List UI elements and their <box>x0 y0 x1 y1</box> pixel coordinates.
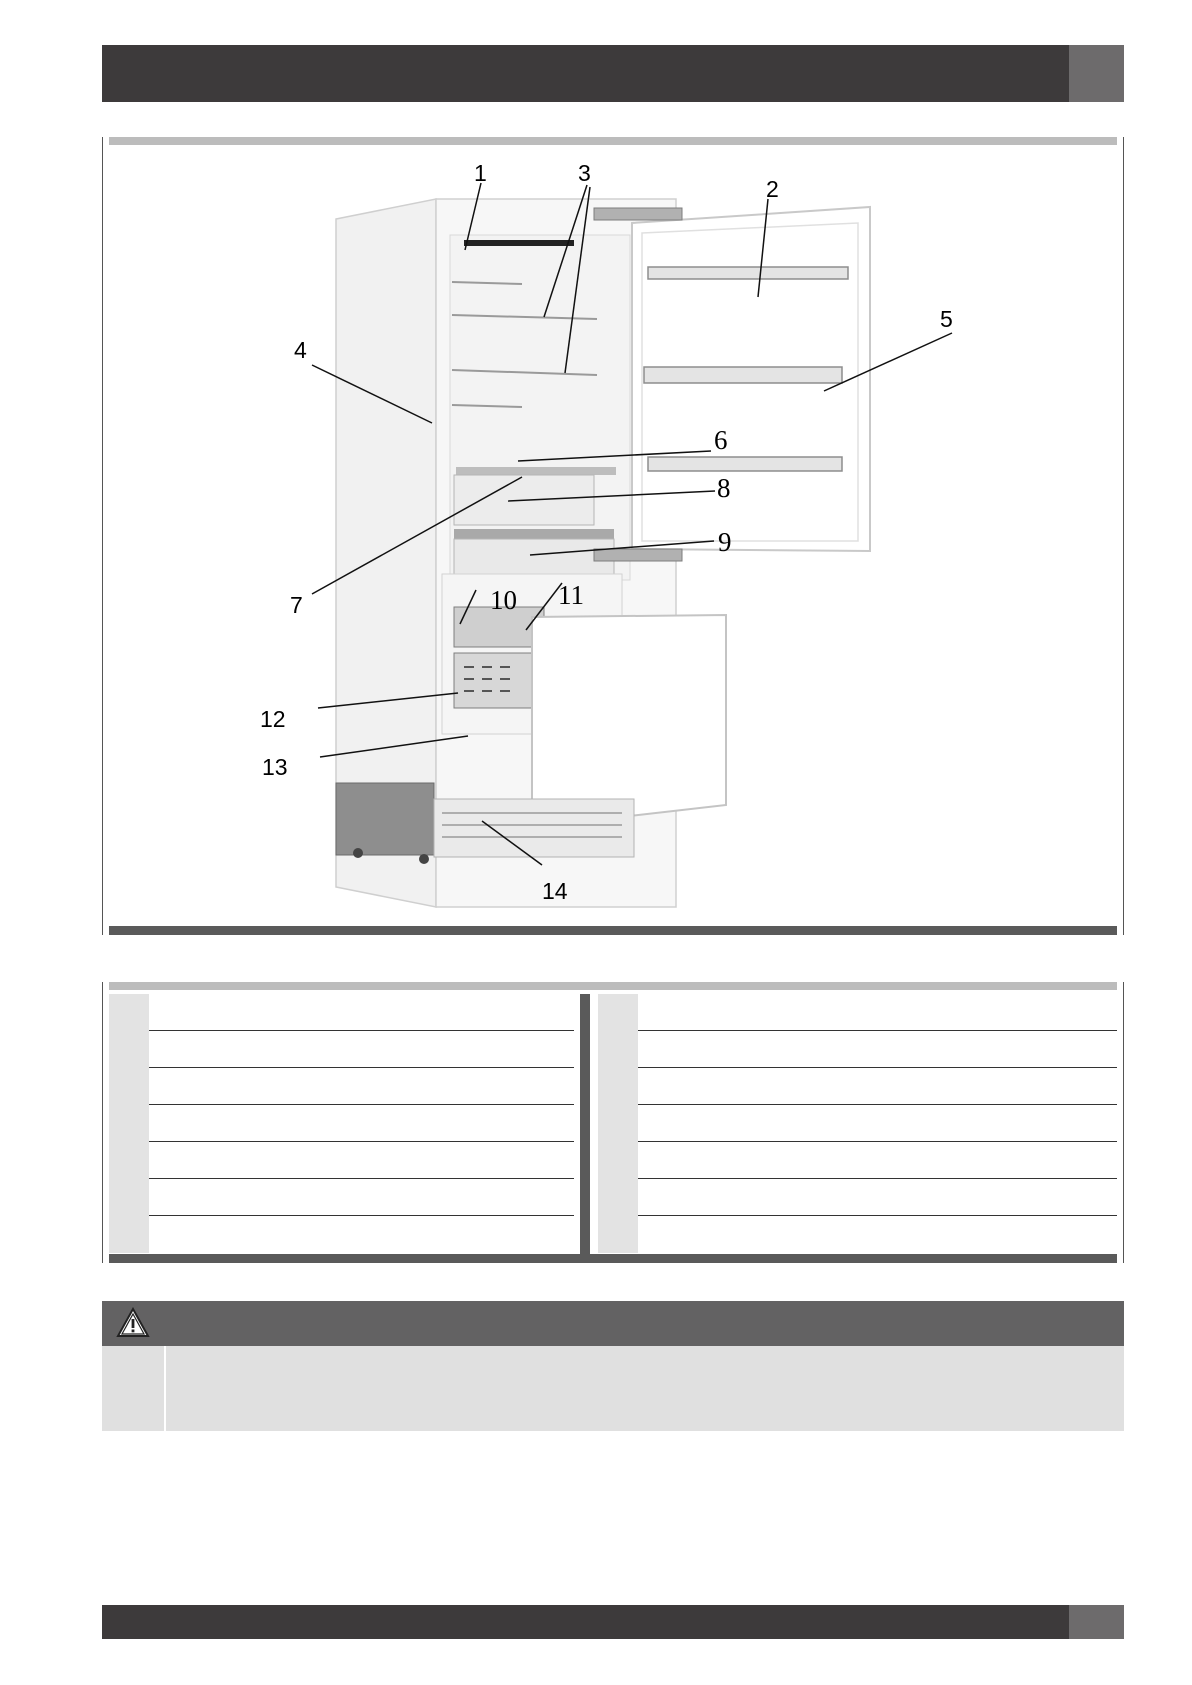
legend-label <box>149 994 574 1031</box>
legend-row <box>598 1031 1117 1068</box>
footer-page-tab <box>1069 1605 1124 1639</box>
legend-row <box>598 1142 1117 1179</box>
legend-row <box>598 1179 1117 1216</box>
legend-number <box>109 1179 149 1216</box>
legend-number <box>598 1179 638 1216</box>
legend-row <box>598 994 1117 1031</box>
legend-bottom-rule <box>109 1254 1117 1263</box>
callout-5: 5 <box>940 306 953 332</box>
header-page-tab <box>1069 45 1124 102</box>
legend-number <box>598 1105 638 1142</box>
legend-column-divider <box>580 994 590 1254</box>
wheel-right <box>419 854 429 864</box>
legend-number <box>598 1068 638 1105</box>
legend-number <box>109 1105 149 1142</box>
callout-3: 3 <box>578 160 591 186</box>
legend-left-column <box>109 994 574 1254</box>
legend-label <box>149 1031 574 1068</box>
legend-right-column <box>598 994 1117 1254</box>
divider-shelf <box>456 467 616 475</box>
legend-panel <box>102 982 1124 1263</box>
middle-hinge <box>594 549 682 561</box>
callout-8: 8 <box>717 473 731 503</box>
legend-number <box>109 1142 149 1179</box>
legend-label <box>638 1068 1117 1105</box>
legend-label <box>638 994 1117 1031</box>
figure-panel <box>102 137 1124 935</box>
legend-label <box>638 1179 1117 1216</box>
callout-4: 4 <box>294 337 307 363</box>
callout-2: 2 <box>766 176 779 202</box>
warning-header <box>102 1301 1124 1346</box>
legend-row <box>598 1216 1117 1253</box>
fridge-illustration <box>102 137 1124 935</box>
callout-10: 10 <box>490 585 517 615</box>
panel-border-right <box>1123 982 1124 1263</box>
warning-box <box>102 1301 1124 1431</box>
legend-label <box>149 1068 574 1105</box>
panel-border-left <box>102 982 103 1263</box>
legend-row <box>598 1105 1117 1142</box>
legend-row <box>598 1068 1117 1105</box>
callout-9: 9 <box>718 527 732 557</box>
legend-number <box>598 1031 638 1068</box>
legend-row <box>109 1179 574 1216</box>
legend-row <box>109 1068 574 1105</box>
legend-label <box>638 1105 1117 1142</box>
light-strip <box>464 240 574 246</box>
legend-row <box>109 1142 574 1179</box>
footer-bar <box>102 1605 1124 1639</box>
callout-7: 7 <box>290 592 303 618</box>
legend-row <box>109 1031 574 1068</box>
legend-label <box>149 1142 574 1179</box>
header-bar <box>102 45 1124 102</box>
legend-label <box>638 1216 1117 1252</box>
fridge-interior <box>450 235 630 580</box>
callout-12: 12 <box>260 706 286 732</box>
ventilation-grille <box>434 799 634 857</box>
warning-body <box>102 1346 1124 1431</box>
legend-label <box>638 1031 1117 1068</box>
legend-number <box>109 1216 149 1253</box>
freezer-drawer-front <box>532 615 726 827</box>
legend-row <box>109 1216 574 1253</box>
legend-row <box>109 994 574 1031</box>
callout-11: 11 <box>558 580 584 610</box>
legend-label <box>149 1105 574 1142</box>
drawer-shelf <box>454 529 614 539</box>
legend-number <box>109 1031 149 1068</box>
legend-number <box>109 994 149 1031</box>
callout-1: 1 <box>474 160 487 186</box>
legend-row <box>109 1105 574 1142</box>
callout-14: 14 <box>542 878 568 904</box>
legend-number <box>109 1068 149 1105</box>
warning-gutter <box>164 1346 166 1431</box>
legend-number <box>598 994 638 1031</box>
legend-label <box>149 1216 574 1252</box>
top-hinge <box>594 208 682 220</box>
fresh-drawer <box>454 539 614 577</box>
legend-top-rule <box>109 982 1117 990</box>
freezer-basket <box>454 653 534 708</box>
legend-label <box>149 1179 574 1216</box>
legend-number <box>598 1216 638 1253</box>
warning-triangle-icon <box>116 1307 150 1339</box>
callout-6: 6 <box>714 425 728 455</box>
legend-label <box>638 1142 1117 1179</box>
legend-number <box>598 1142 638 1179</box>
wheel-left <box>353 848 363 858</box>
base-plinth <box>336 783 434 855</box>
callout-13: 13 <box>262 754 288 780</box>
